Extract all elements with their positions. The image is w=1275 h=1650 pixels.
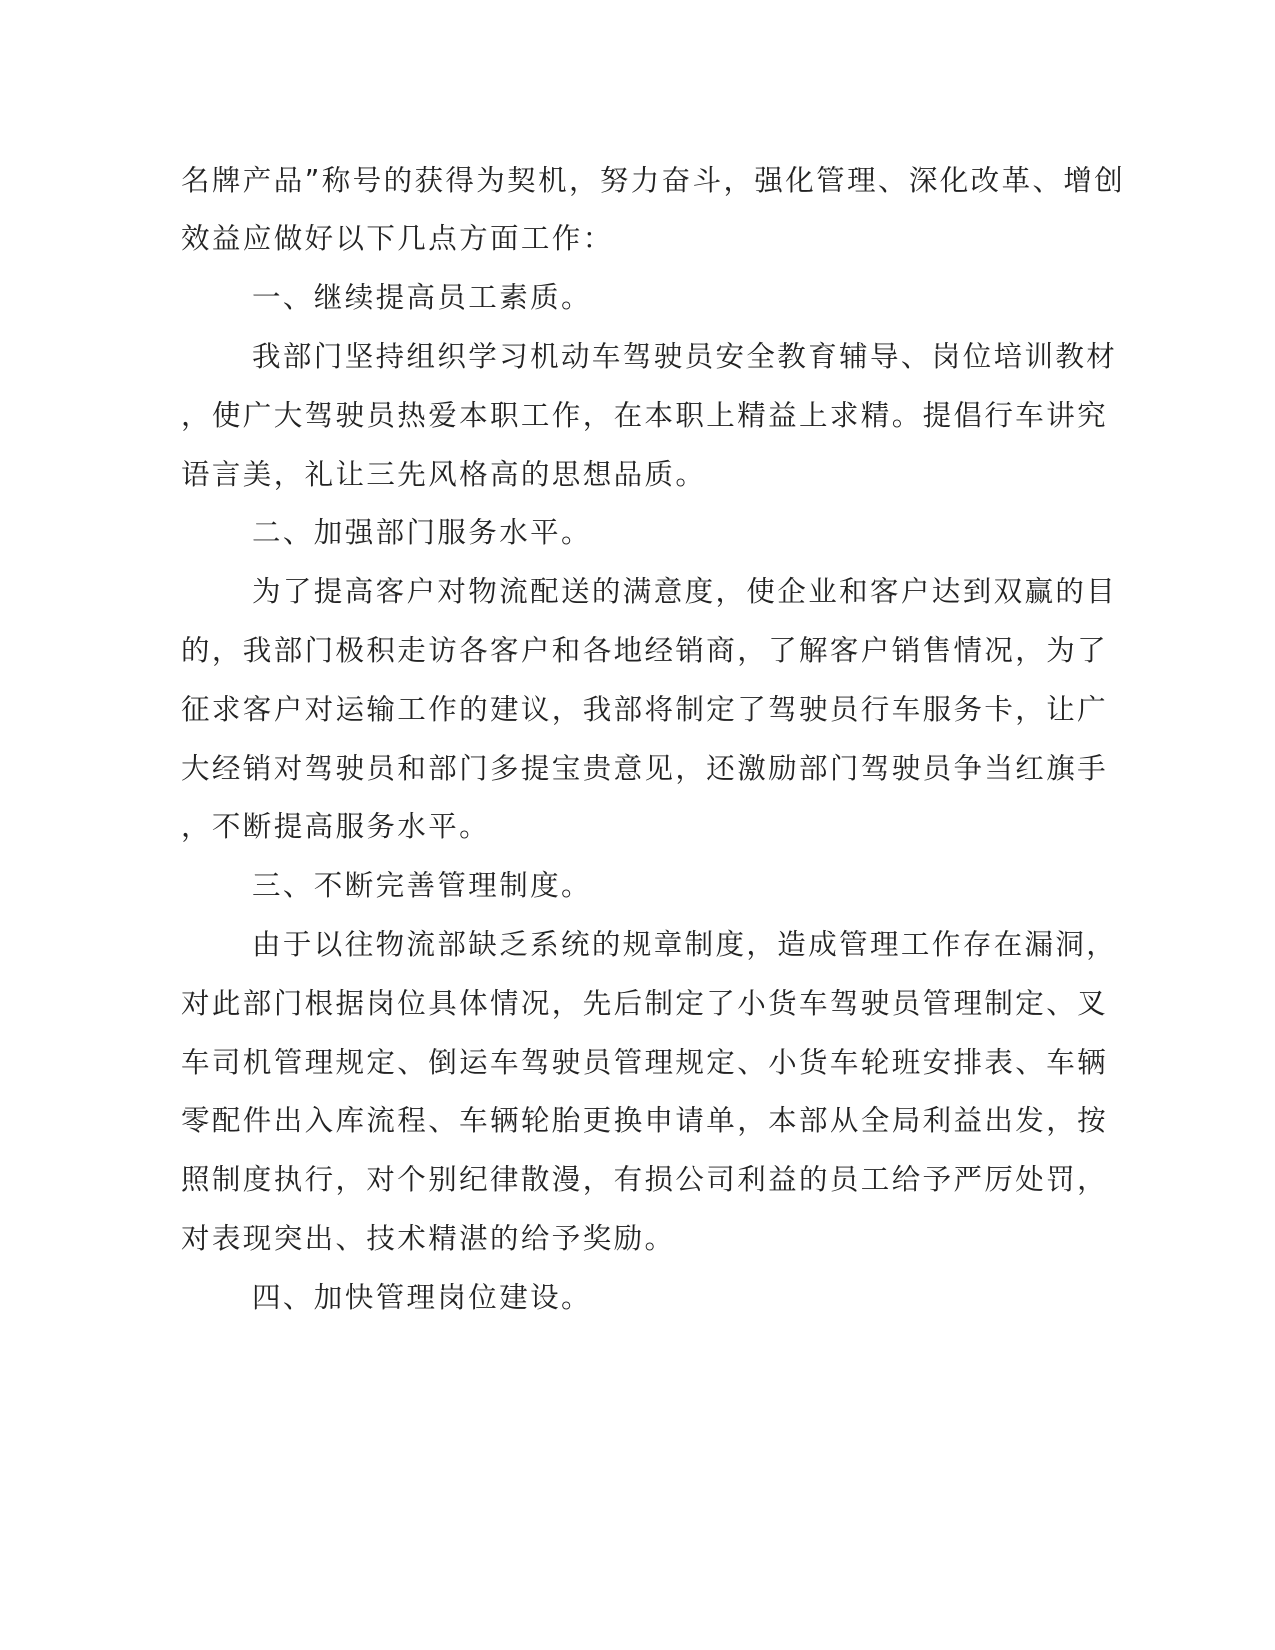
- text-line: 语言美，礼让三先风格高的思想品质。: [181, 458, 707, 491]
- text-line: 对此部门根据岗位具体情况，先后制定了小货车驾驶员管理制定、叉: [181, 987, 1109, 1020]
- text-line: 零配件出入库流程、车辆轮胎更换申请单，本部从全局利益出发，按: [181, 1104, 1109, 1137]
- text-line: 征求客户对运输工作的建议，我部将制定了驾驶员行车服务卡，让广: [181, 693, 1109, 726]
- text-line: 对表现突出、技术精湛的给予奖励。: [181, 1222, 676, 1255]
- section-heading-2: 二、加强部门服务水平。: [252, 516, 592, 549]
- text-line: 效益应做好以下几点方面工作：: [181, 222, 614, 255]
- text-line: 的，我部门极积走访各客户和各地经销商，了解客户销售情况，为了: [181, 634, 1109, 667]
- section-heading-4: 四、加快管理岗位建设。: [252, 1281, 592, 1314]
- text-line: 车司机管理规定、倒运车驾驶员管理规定、小货车轮班安排表、车辆: [181, 1046, 1109, 1079]
- text-line: 名牌产品”称号的获得为契机，努力奋斗，强化管理、深化改革、增创: [181, 164, 1126, 197]
- section-heading-3: 三、不断完善管理制度。: [252, 869, 592, 902]
- section-heading-1: 一、继续提高员工素质。: [252, 281, 592, 314]
- text-line: ，不断提高服务水平。: [181, 810, 491, 843]
- text-line: 由于以往物流部缺乏系统的规章制度，造成管理工作存在漏洞，: [252, 928, 1118, 961]
- text-line: ，使广大驾驶员热爱本职工作，在本职上精益上求精。提倡行车讲究: [181, 399, 1109, 432]
- text-line: 大经销对驾驶员和部门多提宝贵意见，还激励部门驾驶员争当红旗手: [181, 752, 1109, 785]
- text-line: 照制度执行，对个别纪律散漫，有损公司利益的员工给予严厉处罚，: [181, 1163, 1109, 1196]
- text-line: 为了提高客户对物流配送的满意度，使企业和客户达到双赢的目: [252, 575, 1118, 608]
- text-line: 我部门坚持组织学习机动车驾驶员安全教育辅导、岗位培训教材: [252, 340, 1118, 373]
